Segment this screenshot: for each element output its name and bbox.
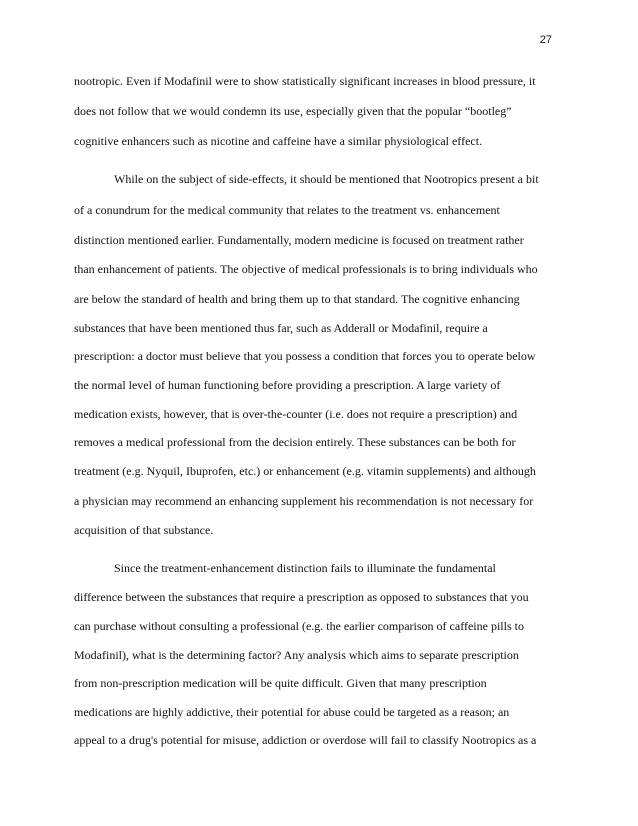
text-line: the normal level of human functioning before providing a prescription. A large variety of xyxy=(74,378,501,392)
text-line: While on the subject of side-effects, it should be mentioned that Nootropics present a bit xyxy=(114,172,539,186)
text-line: treatment (e.g. Nyquil, Ibuprofen, etc.) or enhancement (e.g. vitamin supplements) and although xyxy=(74,464,536,478)
text-line: distinction mentioned earlier. Fundamentally, modern medicine is focused on treatment rather xyxy=(74,233,524,247)
text-line: medication exists, however, that is over-the-counter (i.e. does not require a prescription) and xyxy=(74,407,518,421)
text-line: than enhancement of patients. The objective of medical professionals is to bring individuals who xyxy=(74,262,538,276)
text-line: nootropic. Even if Modafinil were to show statistically significant increases in blood pressure, it xyxy=(74,74,536,88)
text-line: difference between the substances that require a prescription as opposed to substances that you xyxy=(74,590,529,604)
text-line: does not follow that we would condemn its use, especially given that the popular “bootleg” xyxy=(74,104,512,118)
text-line: acquisition of that substance. xyxy=(74,523,214,537)
text-line: a physician may recommend an enhancing supplement his recommendation is not necessary for xyxy=(74,494,534,508)
text-line: from non-prescription medication will be quite difficult. Given that many prescription xyxy=(74,676,487,690)
page-number: 27 xyxy=(539,34,552,46)
text-line: substances that have been mentioned thus far, such as Adderall or Modafinil, require a xyxy=(74,321,488,335)
text-line: removes a medical professional from the decision entirely. These substances can be both for xyxy=(74,435,516,449)
text-line: can purchase without consulting a professional (e.g. the earlier comparison of caffeine pills to xyxy=(74,619,524,633)
text-line: prescription: a doctor must believe that you possess a condition that forces you to operate below xyxy=(74,349,536,363)
text-line: of a conundrum for the medical community that relates to the treatment vs. enhancement xyxy=(74,203,500,217)
text-line: Since the treatment-enhancement distinction fails to illuminate the fundamental xyxy=(114,561,496,575)
text-line: cognitive enhancers such as nicotine and caffeine have a similar physiological effect. xyxy=(74,134,483,148)
text-line: are below the standard of health and bring them up to that standard. The cognitive enhancing xyxy=(74,292,520,306)
text-line: Modafinil), what is the determining factor? Any analysis which aims to separate prescription xyxy=(74,648,519,662)
text-line: appeal to a drug's potential for misuse, addiction or overdose will fail to classify Nootropics as a xyxy=(74,733,537,747)
text-line: medications are highly addictive, their potential for abuse could be targeted as a reason; an xyxy=(74,705,510,719)
